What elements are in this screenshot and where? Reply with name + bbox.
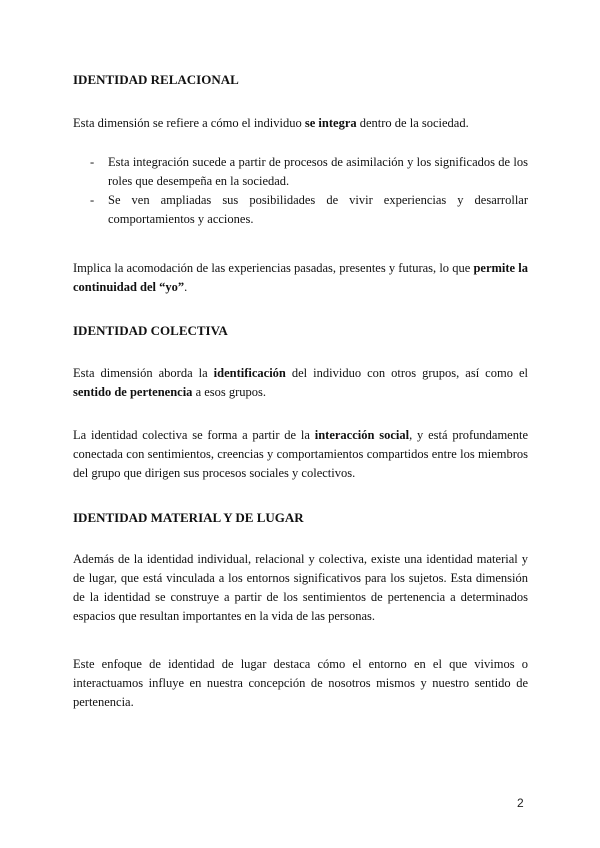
relacional-paragraph-1: Esta dimensión se refiere a cómo el individuo se integra dentro de la sociedad. [73, 116, 469, 130]
heading-identidad-colectiva: IDENTIDAD COLECTIVA [73, 323, 228, 338]
list-item: - Se ven ampliadas sus posibilidades de vivir experiencias y desarrollar comportamientos y acciones. [90, 193, 528, 226]
colectiva-paragraph-2: La identidad colectiva se forma a partir de la interacción social, y está profundamente conectada con sentimientos, creencias y comportamientos compartidos entre los miembros del grupo que dirigen sus procesos sociales y colectivos. [73, 428, 528, 480]
relacional-paragraph-2: Implica la acomodación de las experiencias pasadas, presentes y futuras, lo que permite la continuidad del “yo”. [73, 261, 528, 294]
material-paragraph-1: Además de la identidad individual, relacional y colectiva, existe una identidad material y de lugar, que está vinculada a los entornos significativos para los sujetos. Esta dimensión de la identidad se construye a partir de los sentimientos de pertenencia a determinados espacios que resultan importantes en la vida de las personas. [73, 552, 528, 623]
page-number: 2 [517, 796, 524, 810]
colectiva-paragraph-1: Esta dimensión aborda la identificación del individuo con otros grupos, así como el sentido de pertenencia a esos grupos. [73, 366, 528, 399]
relacional-bullet-list [73, 153, 528, 229]
heading-identidad-material-y-de-lugar: IDENTIDAD MATERIAL Y DE LUGAR [73, 510, 304, 525]
material-paragraph-2: Este enfoque de identidad de lugar destaca cómo el entorno en el que vivimos o interactuamos influye en nuestra concepción de nosotros mismos y nuestro sentido de pertenencia. [73, 657, 528, 709]
heading-identidad-relacional: IDENTIDAD RELACIONAL [73, 72, 239, 87]
list-item: - Esta integración sucede a partir de procesos de asimilación y los significados de los roles que desempeña en la sociedad. [90, 155, 528, 188]
